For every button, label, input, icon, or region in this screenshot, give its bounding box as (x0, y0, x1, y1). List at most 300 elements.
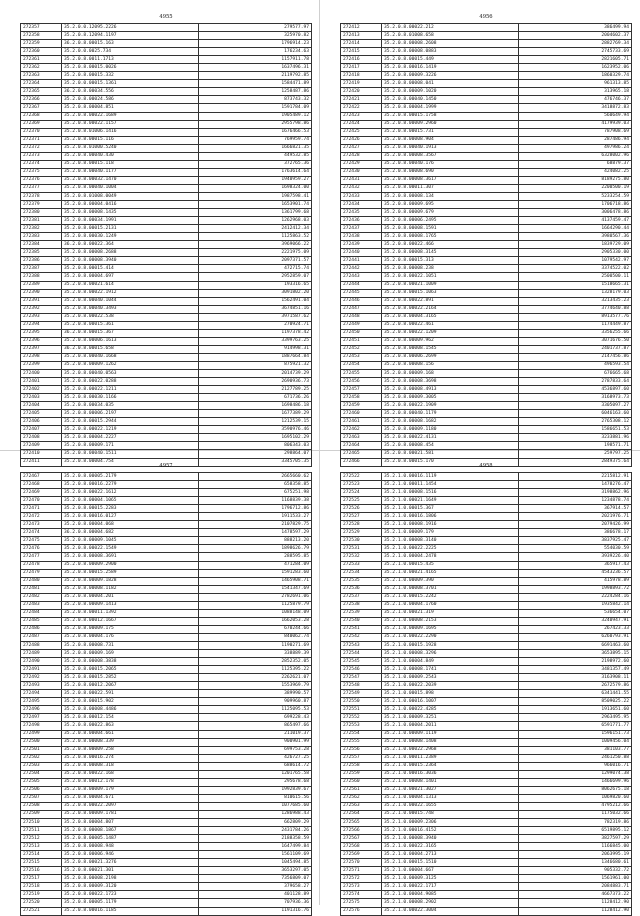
amount-cell: 3837925.47 (519, 537, 632, 545)
amount-cell: 1262968.03 (199, 217, 312, 225)
amount-cell: 1286988.43 (199, 810, 312, 818)
page-panel-4958 (340, 463, 632, 916)
table-row (21, 754, 312, 762)
amount-cell: 840062.74 (199, 633, 312, 641)
row-id-cell: 272448 (341, 313, 382, 321)
amount-cell: 966016.71 (519, 762, 632, 770)
amount-cell: 2401737.87 (519, 345, 632, 353)
row-id-cell: 272488 (21, 641, 62, 649)
amount-cell: 198571.71 (519, 442, 632, 450)
table-row (21, 843, 312, 851)
row-id-cell: 272461 (341, 418, 382, 426)
amount-cell: 2765308.12 (519, 418, 632, 426)
account-code-cell: 35.2.0.8.00015.170 (382, 458, 519, 466)
row-id-cell: 272477 (21, 553, 62, 561)
account-code-cell: 35.2.0.8.00034.035 (62, 402, 199, 410)
row-id-cell: 272564 (341, 810, 382, 818)
table-row (341, 281, 632, 289)
amount-cell: 295678.68 (199, 778, 312, 786)
account-code-cell: 35.2.0.8.00008.3567 (382, 152, 519, 160)
table-row (341, 402, 632, 410)
amount-cell: 2215812.91 (519, 473, 632, 481)
row-id-cell: 272516 (21, 867, 62, 875)
row-id-cell: 272359 (21, 40, 62, 48)
amount-cell: 1478276.47 (519, 481, 632, 489)
table-row (21, 176, 312, 184)
account-code-cell: 35.2.1.0.00022.1655 (382, 802, 519, 810)
account-code-cell: 35.2.0.8.00034.1991 (62, 217, 199, 225)
row-id-cell: 272454 (341, 361, 382, 369)
table-row (21, 313, 312, 321)
amount-cell: 1299074.38 (519, 770, 632, 778)
row-id-cell: 272507 (21, 794, 62, 802)
account-code-cell: 35.2.0.8.00022.863 (62, 722, 199, 730)
row-id-cell: 272452 (341, 345, 382, 353)
account-code-cell: 35.2.0.8.00009.1781 (62, 810, 199, 818)
amount-cell: 68879.37 (519, 160, 632, 168)
account-code-cell: 35.2.1.0.00004.849 (382, 658, 519, 666)
account-code-cell: 35.2.0.8.00011.307 (382, 184, 519, 192)
amount-cell: 367914.57 (519, 505, 632, 513)
row-id-cell: 272474 (21, 529, 62, 537)
account-code-cell: 35.2.0.8.00009.2960 (382, 120, 519, 128)
row-id-cell: 272370 (21, 128, 62, 136)
row-id-cell: 272434 (341, 201, 382, 209)
row-id-cell: 272562 (341, 794, 382, 802)
account-code-cell: 35.2.1.0.00016.1119 (382, 473, 519, 481)
row-id-cell: 272540 (341, 617, 382, 625)
row-id-cell: 272464 (341, 442, 382, 450)
account-code-cell: 35.2.0.8.00012.178 (62, 778, 199, 786)
amount-cell: 2955798.86 (199, 120, 312, 128)
row-id-cell: 272380 (21, 209, 62, 217)
account-code-cell: 35.2.0.0.12095.2226 (62, 24, 199, 32)
row-id-cell: 272512 (21, 835, 62, 843)
table-row (341, 851, 632, 859)
amount-cell: 1698324.00 (199, 184, 312, 192)
table-row (21, 56, 312, 64)
row-id-cell: 272568 (341, 843, 382, 851)
table-row (341, 650, 632, 658)
account-code-cell: 35.2.0.8.00016.0127 (62, 513, 199, 521)
row-id-cell: 272502 (21, 754, 62, 762)
amount-cell: 662809.29 (199, 819, 312, 827)
table-row (341, 835, 632, 843)
amount-cell: 386499.94 (519, 24, 632, 32)
row-id-cell: 272419 (341, 80, 382, 88)
amount-cell: 909960.87 (199, 698, 312, 706)
amount-cell: 381103.77 (519, 746, 632, 754)
amount-cell: 3939226.40 (519, 553, 632, 561)
row-id-cell: 272450 (341, 329, 382, 337)
account-code-cell: 35.2.0.8.00015.2131 (62, 225, 199, 233)
row-id-cell: 272410 (21, 450, 62, 458)
amount-cell: 961313.85 (519, 80, 632, 88)
row-id-cell: 272423 (341, 112, 382, 120)
row-id-cell: 272361 (21, 56, 62, 64)
account-code-cell: 35.2.1.0.00022.4285 (382, 706, 519, 714)
row-id-cell: 272453 (341, 353, 382, 361)
table-row (341, 442, 632, 450)
account-code-cell: 35.2.1.0.00016.3036 (382, 770, 519, 778)
amount-cell: 1079542.97 (519, 257, 632, 265)
account-code-cell: 35.2.0.8.00022.466 (382, 241, 519, 249)
account-code-cell: 35.2.1.0.00022.2968 (382, 746, 519, 754)
table-row (341, 569, 632, 577)
amount-cell: 3827597.29 (519, 835, 632, 843)
account-code-cell: 35.2.0.8.00005.2179 (62, 473, 199, 481)
page-panel-4956 (340, 14, 632, 467)
row-id-cell: 272469 (21, 489, 62, 497)
row-id-cell: 272544 (341, 650, 382, 658)
row-id-cell: 272426 (341, 136, 382, 144)
amount-cell: 787908.69 (519, 128, 632, 136)
table-row (21, 402, 312, 410)
amount-cell: 2500500.11 (519, 273, 632, 281)
amount-cell: 1913651.60 (519, 706, 632, 714)
row-id-cell: 272374 (21, 160, 62, 168)
row-id-cell: 272467 (21, 473, 62, 481)
amount-cell: 1561961.00 (519, 875, 632, 883)
row-id-cell: 272401 (21, 378, 62, 386)
table-row (341, 545, 632, 553)
row-id-cell: 272480 (21, 577, 62, 585)
account-code-cell: 35.2.0.8.00008.1765 (382, 233, 519, 241)
amount-cell: 1191316.76 (199, 907, 312, 915)
row-id-cell: 272557 (341, 754, 382, 762)
table-row (341, 625, 632, 633)
amount-cell: 379658.27 (199, 883, 312, 891)
account-code-cell: 35.2.0.8.00012.2067 (62, 682, 199, 690)
table-row (341, 794, 632, 802)
row-id-cell: 272489 (21, 650, 62, 658)
table-row (341, 682, 632, 690)
table-row (21, 225, 312, 233)
amount-cell: 2952859.07 (199, 273, 312, 281)
table-row (21, 625, 312, 633)
amount-cell: 3356255.66 (519, 329, 632, 337)
amount-cell: 1637496.31 (199, 64, 312, 72)
amount-cell: 2004602.37 (519, 32, 632, 40)
row-id-cell: 272532 (341, 553, 382, 561)
table-row (21, 184, 312, 192)
row-id-cell: 272482 (21, 593, 62, 601)
account-code-cell: 35.2.0.8.00015.731 (382, 128, 519, 136)
amount-cell: 325970.82 (199, 32, 312, 40)
table-row (21, 650, 312, 658)
account-code-cell: 35.2.0.8.00030.1249 (62, 233, 199, 241)
account-code-cell: 35.2.1.0.00008.1408 (382, 738, 519, 746)
table-row (341, 770, 632, 778)
amount-cell: 671736.26 (199, 394, 312, 402)
row-id-cell: 272412 (341, 24, 382, 32)
row-id-cell: 272494 (21, 690, 62, 698)
amount-cell: 2882769.34 (519, 40, 632, 48)
table-row (341, 505, 632, 513)
row-id-cell: 272514 (21, 851, 62, 859)
amount-cell: 386678.17 (519, 529, 632, 537)
amount-cell: 699753.28 (199, 746, 312, 754)
row-id-cell: 272559 (341, 770, 382, 778)
table-row (341, 843, 632, 851)
table-row (21, 810, 312, 818)
amount-cell: 3071676.50 (519, 337, 632, 345)
amount-cell: 2119792.85 (199, 72, 312, 80)
amount-cell: 389990.57 (199, 690, 312, 698)
account-code-cell: 35.2.0.8.00008.3617 (382, 176, 519, 184)
table-row (341, 394, 632, 402)
account-code-cell: 35.2.0.8.00008.3145 (382, 249, 519, 257)
account-code-cell: 35.2.0.8.00022.461 (382, 321, 519, 329)
amount-cell: 699228.43 (199, 714, 312, 722)
amount-cell: 3240947.91 (519, 617, 632, 625)
account-code-cell: 35.2.0.8.00022.2097 (62, 802, 199, 810)
table-row (341, 489, 632, 497)
row-id-cell: 272567 (341, 835, 382, 843)
amount-cell: 1125879.79 (199, 601, 312, 609)
amount-cell: 2665660.62 (199, 473, 312, 481)
account-code-cell: 35.2.0.8.00016.1419 (382, 64, 519, 72)
table-row (21, 585, 312, 593)
row-id-cell: 272519 (21, 891, 62, 899)
row-id-cell: 272463 (341, 434, 382, 442)
account-code-cell: 35.2.0.8.00021.614 (62, 281, 199, 289)
account-code-cell: 35.2.1.0.00008.3940 (382, 835, 519, 843)
table-row (21, 730, 312, 738)
table-row (341, 201, 632, 209)
account-code-cell: 35.2.0.8.00022.0288 (62, 378, 199, 386)
table-row (21, 778, 312, 786)
amount-cell: 2787833.64 (519, 378, 632, 386)
row-id-cell: 272379 (21, 201, 62, 209)
account-code-cell: 35.2.0.8.00004.1065 (62, 497, 199, 505)
table-row (21, 794, 312, 802)
row-id-cell: 272428 (341, 152, 382, 160)
account-code-cell: 35.2.0.8.00004.201 (62, 593, 199, 601)
account-code-cell: 35.2.0.8.00040.1044 (62, 297, 199, 305)
row-id-cell: 272485 (21, 617, 62, 625)
account-code-cell: 35.2.0.8.00009.1828 (62, 577, 199, 585)
account-code-cell: 35.2.0.8.00008.4486 (62, 706, 199, 714)
row-id-cell: 272570 (341, 859, 382, 867)
row-id-cell: 272460 (341, 410, 382, 418)
amount-cell: 676665.68 (519, 370, 632, 378)
table-row (21, 40, 312, 48)
amount-cell: 1361799.68 (199, 209, 312, 217)
account-code-cell: 35.2.0.0.00015.1361 (62, 80, 199, 88)
account-code-cell: 35.2.0.8.00008.134 (382, 192, 519, 200)
account-code-cell: 35.2.0.8.00009.1180 (382, 426, 519, 434)
amount-cell: 1676466.53 (199, 128, 312, 136)
row-id-cell: 272367 (21, 104, 62, 112)
amount-cell: 1518665.31 (519, 281, 632, 289)
table-row (21, 867, 312, 875)
account-code-cell: 35.2.0.8.00022.212 (382, 24, 519, 32)
account-code-cell: 35.2.0.8.00015.414 (62, 265, 199, 273)
row-id-cell: 272558 (341, 762, 382, 770)
account-code-cell: 35.2.0.8.00008.1435 (62, 209, 199, 217)
row-id-cell: 272546 (341, 666, 382, 674)
table-row (341, 521, 632, 529)
amount-cell: 3674851.16 (199, 305, 312, 313)
table-row (341, 217, 632, 225)
amount-cell: 8913577.76 (519, 313, 632, 321)
table-row (341, 249, 632, 257)
row-id-cell: 272501 (21, 746, 62, 754)
table-row (21, 722, 312, 730)
row-id-cell: 272534 (341, 569, 382, 577)
table-row (341, 313, 632, 321)
row-id-cell: 272541 (341, 625, 382, 633)
table-row (341, 658, 632, 666)
table-row (21, 353, 312, 361)
row-id-cell: 272535 (341, 577, 382, 585)
account-code-cell: 35.2.1.0.00009.390 (382, 577, 519, 585)
table-row (341, 160, 632, 168)
account-code-cell: 35.2.0.8.00008.731 (62, 641, 199, 649)
table-row (341, 786, 632, 794)
amount-cell: 1561109.69 (199, 851, 312, 859)
account-code-cell: 35.2.0.8.00009.175 (62, 625, 199, 633)
row-id-cell: 272569 (341, 851, 382, 859)
account-code-cell: 35.2.0.8.00008.3838 (62, 658, 199, 666)
account-code-cell: 35.2.0.8.00012.154 (62, 714, 199, 722)
amount-cell: 688614.72 (199, 762, 312, 770)
account-code-cell: 35.2.0.8.00009.1262 (62, 361, 199, 369)
amount-cell: 769959.74 (199, 136, 312, 144)
amount-cell: 1860329.74 (519, 72, 632, 80)
table-row (21, 529, 312, 537)
table-row (341, 891, 632, 899)
table-row (21, 217, 312, 225)
row-id-cell: 272479 (21, 569, 62, 577)
amount-cell: 4795212.66 (519, 802, 632, 810)
page-number: 4958 (479, 463, 493, 469)
row-id-cell: 272357 (21, 24, 62, 32)
amount-cell: 6691463.60 (519, 641, 632, 649)
table-row (21, 160, 312, 168)
table-row (341, 754, 632, 762)
row-id-cell: 272395 (21, 329, 62, 337)
row-id-cell: 272495 (21, 698, 62, 706)
table-row (341, 321, 632, 329)
amount-cell: 1346680.61 (519, 859, 632, 867)
row-id-cell: 272435 (341, 209, 382, 217)
amount-cell: 900901.99 (199, 738, 312, 746)
row-id-cell: 272537 (341, 593, 382, 601)
table-row (341, 24, 632, 32)
table-row (341, 690, 632, 698)
table-row (341, 778, 632, 786)
amount-cell: 472715.74 (199, 265, 312, 273)
amount-cell: 1201765.58 (199, 770, 312, 778)
amount-cell: 2200500.19 (519, 184, 632, 192)
table-row (341, 337, 632, 345)
row-id-cell: 272405 (21, 410, 62, 418)
table-row (21, 513, 312, 521)
amount-cell: 806343.03 (199, 442, 312, 450)
amount-cell: 1212539.15 (199, 418, 312, 426)
amount-cell: 1987598.41 (199, 192, 312, 200)
table-row (21, 305, 312, 313)
table-row (341, 641, 632, 649)
row-id-cell: 272421 (341, 96, 382, 104)
table-row (21, 64, 312, 72)
row-id-cell: 272437 (341, 225, 382, 233)
account-code-cell: 35.2.0.8.00040.1177 (62, 168, 199, 176)
row-id-cell: 272551 (341, 706, 382, 714)
row-id-cell: 272476 (21, 545, 62, 553)
account-code-cell: 35.2.1.0.00008.3296 (382, 650, 519, 658)
account-code-cell: 35.2.0.8.00022.1549 (62, 545, 199, 553)
amount-cell: 1584471.89 (199, 80, 312, 88)
amount-cell: 6591771.77 (519, 722, 632, 730)
account-code-cell: 35.2.0.8.00022.538 (62, 313, 199, 321)
row-id-cell: 272377 (21, 184, 62, 192)
row-id-cell: 272505 (21, 778, 62, 786)
account-code-cell: 35.2.1.0.00011.1454 (382, 481, 519, 489)
account-code-cell: 35.2.1.0.00015.2242 (382, 593, 519, 601)
table-row (341, 633, 632, 641)
account-code-cell: 35.2.0.8.00040.1004 (62, 184, 199, 192)
table-row (21, 32, 312, 40)
account-code-cell: 35.2.1.0.00022.1717 (382, 883, 519, 891)
row-id-cell: 272573 (341, 883, 382, 891)
row-id-cell: 272376 (21, 176, 62, 184)
account-code-cell: 35.2.0.8.00009.679 (382, 209, 519, 217)
amount-cell: 2821605.71 (519, 56, 632, 64)
table-row (21, 434, 312, 442)
amount-cell: 6046163.60 (519, 410, 632, 418)
row-id-cell: 272513 (21, 843, 62, 851)
amount-cell: 1125863.52 (199, 233, 312, 241)
table-row (341, 241, 632, 249)
row-id-cell: 272362 (21, 64, 62, 72)
account-code-cell: 35.2.0.8.00015.2065 (62, 666, 199, 674)
account-code-cell: 35.2.1.0.00008.3701 (382, 585, 519, 593)
amount-cell: 1940959.27 (199, 176, 312, 184)
amount-cell: 3198862.96 (519, 489, 632, 497)
account-code-cell: 35.2.0.8.00012.1667 (62, 617, 199, 625)
row-id-cell: 272371 (21, 136, 62, 144)
account-code-cell: 35.2.0.8.00022.1912 (62, 289, 199, 297)
account-code-cell: 35.2.0.8.00021.3276 (62, 859, 199, 867)
amount-cell: 2063995.19 (519, 851, 632, 859)
account-code-cell: 35.2.0.8.00022.1723 (62, 891, 199, 899)
table-row (341, 176, 632, 184)
table-row (21, 666, 312, 674)
table-row (341, 434, 632, 442)
table-row (21, 875, 312, 883)
account-code-cell: 35.2.0.8.00040.3493 (62, 305, 199, 313)
amount-cell: 865497.66 (199, 722, 312, 730)
table-row (341, 867, 632, 875)
account-code-cell: 35.2.0.8.00021.301 (62, 867, 199, 875)
amount-cell: 287486.94 (519, 136, 632, 144)
account-code-cell: 35.2.0.8.00004.176 (62, 633, 199, 641)
row-id-cell: 272478 (21, 561, 62, 569)
row-id-cell: 272388 (21, 273, 62, 281)
amount-cell: 1168839.38 (199, 497, 312, 505)
row-id-cell: 272465 (341, 450, 382, 458)
account-code-cell: 35.2.0.8.00006.2495 (382, 217, 519, 225)
account-code-cell: 35.2.0.8.00004.661 (62, 730, 199, 738)
amount-cell: 3653297.05 (199, 867, 312, 875)
table-row (341, 481, 632, 489)
amount-cell: 2412412.34 (199, 225, 312, 233)
row-id-cell: 272530 (341, 537, 382, 545)
row-id-cell: 272382 (21, 225, 62, 233)
